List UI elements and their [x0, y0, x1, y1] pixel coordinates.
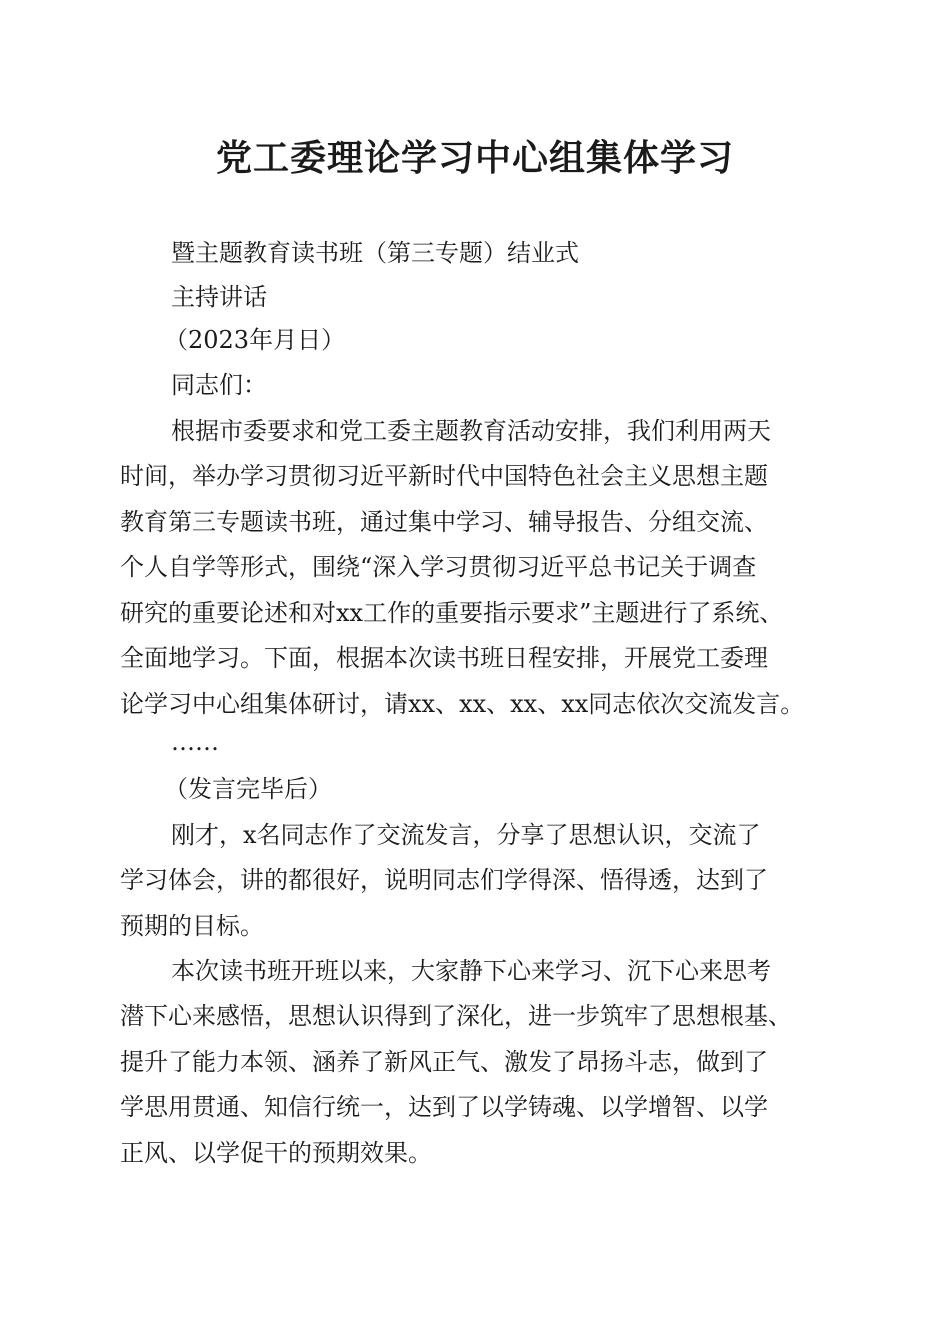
document-title: 党工委理论学习中心组集体学习	[215, 137, 734, 179]
paragraph-3-line: 正风、以学促干的预期效果。	[120, 1139, 432, 1167]
paragraph-1-line: 时间，举办学习贯彻习近平新时代中国特色社会主义思想主题	[120, 462, 768, 490]
paragraph-3-line: 学思用贯通、知信行统一，达到了以学铸魂、以学增智、以学	[120, 1093, 768, 1121]
subtitle-line-2: 主持讲话	[171, 283, 267, 311]
paragraph-3-line: 潜下心来感悟，思想认识得到了深化，进一步筑牢了思想根基、	[120, 1002, 792, 1030]
paragraph-2-line: 刚才，x名同志作了交流发言，分享了思想认识，交流了	[171, 821, 761, 849]
paragraph-1-line: 个人自学等形式，围绕“深入学习贯彻习近平总书记关于调查	[120, 553, 757, 581]
paragraph-1-line: 全面地学习。下面，根据本次读书班日程安排，开展党工委理	[120, 644, 768, 672]
paragraph-1-line: 教育第三专题读书班，通过集中学习、辅导报告、分组交流、	[120, 508, 768, 536]
paragraph-1-line: 研究的重要论述和对xx工作的重要指示要求”主题进行了系统、	[120, 599, 784, 627]
paragraph-1-line: 论学习中心组集体研讨，请xx、xx、xx、xx同志依次交流发言。	[120, 690, 805, 718]
after-speech-note: （发言完毕后）	[164, 775, 332, 803]
salutation: 同志们：	[171, 371, 267, 399]
paragraph-1-line: 根据市委要求和党工委主题教育活动安排，我们利用两天	[171, 417, 771, 445]
ellipsis: ……	[171, 728, 219, 756]
subtitle-line-1: 暨主题教育读书班（第三专题）结业式	[171, 239, 579, 267]
date-line: （2023年月日）	[164, 326, 346, 354]
paragraph-2-line: 学习体会，讲的都很好，说明同志们学得深、悟得透，达到了	[120, 866, 768, 894]
paragraph-2-line: 预期的目标。	[120, 912, 264, 940]
paragraph-3-line: 本次读书班开班以来，大家静下心来学习、沉下心来思考	[171, 957, 771, 985]
paragraph-3-line: 提升了能力本领、涵养了新风正气、激发了昂扬斗志，做到了	[120, 1048, 768, 1076]
